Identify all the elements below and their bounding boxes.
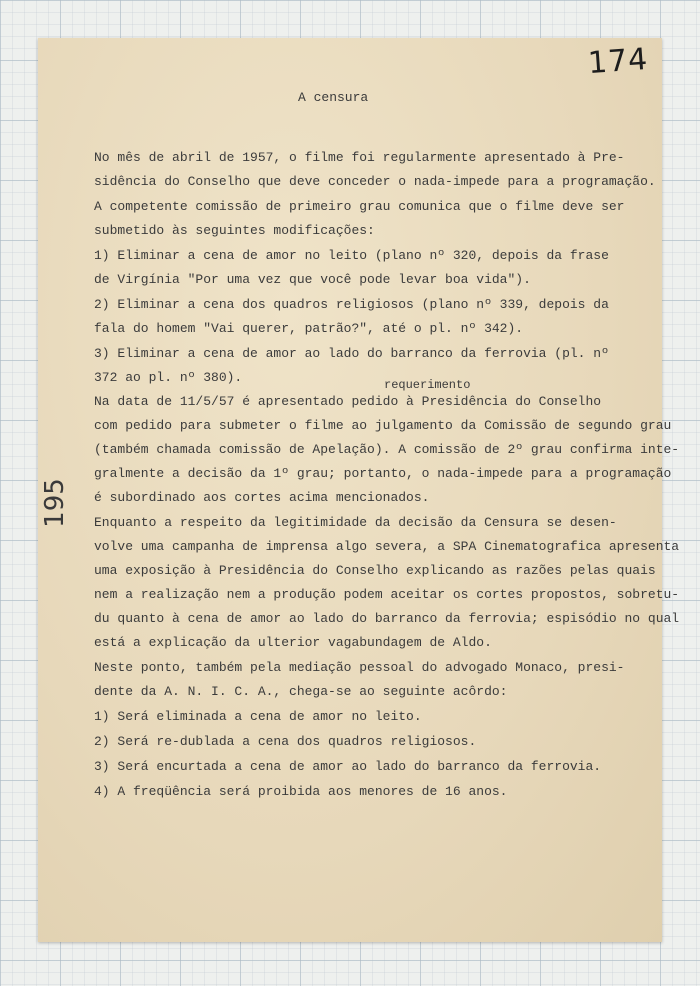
text-line: submetido às seguintes modificações: [94,223,375,238]
text-line: 1) Será eliminada a cena de amor no leito. [94,709,422,724]
margin-number: 195 [39,478,70,528]
text-line: 372 ao pl. nº 380). [94,370,243,385]
text-line: com pedido para submeter o filme ao julgamento da Comissão de segundo grau [94,418,672,433]
text-line: uma exposição à Presidência do Conselho explicando as razões pelas quais [94,563,656,578]
document-title: A censura [298,90,369,105]
text-line: está a explicação da ulterior vagabundagem de Aldo. [94,635,492,650]
text-line: A competente comissão de primeiro grau comunica que o filme deve ser [94,199,625,214]
text-line: fala do homem "Vai querer, patrão?", até o pl. nº 342). [94,321,524,336]
document-page [38,38,680,942]
text-line: dente da A. N. I. C. A., chega-se ao seguinte acôrdo: [94,684,508,699]
folio-number: 174 [586,41,650,82]
text-line: 2) Será re-dublada a cena dos quadros religiosos. [94,734,477,749]
text-line: Neste ponto, também pela mediação pessoal do advogado Monaco, presi- [94,660,625,675]
text-line: 2) Eliminar a cena dos quadros religiosos (plano nº 339, depois da [94,297,609,312]
text-line: de Virgínia "Por uma vez que você pode levar boa vida"). [94,272,531,287]
text-line: Enquanto a respeito da legitimidade da decisão da Censura se desen- [94,515,617,530]
text-line: 3) Eliminar a cena de amor ao lado do barranco da ferrovia (pl. nº [94,346,609,361]
text-line: nem a realização nem a produção podem aceitar os cortes propostos, sobretu- [94,587,680,602]
text-line: 3) Será encurtada a cena de amor ao lado do barranco da ferrovia. [94,759,602,774]
text-line: volve uma campanha de imprensa algo severa, a SPA Cinematografica apresenta [94,539,680,554]
inserted-word: requerimento [384,378,471,392]
text-line: (também chamada comissão de Apelação). A comissão de 2º grau confirma inte- [94,442,680,457]
text-line: sidência do Conselho que deve conceder o nada-impede para a programação. [94,174,656,189]
text-line: du quanto à cena de amor ao lado do barranco da ferrovia; espisódio no qual [94,611,680,626]
text-line: No mês de abril de 1957, o filme foi regularmente apresentado à Pre- [94,150,625,165]
text-line: 1) Eliminar a cena de amor no leito (plano nº 320, depois da frase [94,248,609,263]
text-line: gralmente a decisão da 1º grau; portanto, o nada-impede para a programação [94,466,672,481]
text-line: 4) A freqüência será proibida aos menores de 16 anos. [94,784,508,799]
text-line: é subordinado aos cortes acima mencionados. [94,490,430,505]
text-line: Na data de 11/5/57 é apresentado pedido à Presidência do Conselho [94,394,602,409]
